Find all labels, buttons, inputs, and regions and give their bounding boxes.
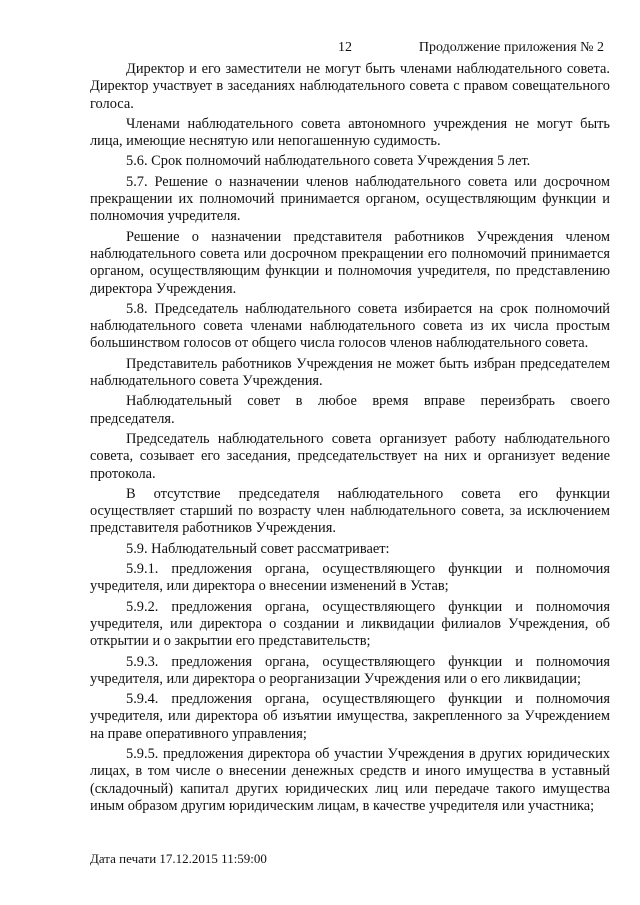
paragraph: Членами наблюдательного совета автономного учреждения не могут быть лица, имеющие неснятую или непогашенную судимость. bbox=[90, 115, 610, 150]
paragraph: Наблюдательный совет в любое время вправе переизбрать своего председателя. bbox=[90, 393, 610, 427]
paragraph: 5.9.5. предложения директора об участии Учреждения в других юридических лицах, в том числе о внесении денежных средств и иного имущества в уставный (складочный) капитал других юридических лиц или передаче такого имущества иным образом другим юридическим лицам, в качестве учредителя или участника; bbox=[90, 745, 610, 814]
paragraph: 5.9.4. предложения органа, осуществляющего функции и полномочия учредителя, или директора об изъятии имущества, закрепленного за Учреждением на праве оперативного управления; bbox=[90, 691, 610, 742]
paragraph: В отсутствие председателя наблюдательного совета его функции осуществляет старший по возрасту член наблюдательного совета, за исключением представителя работников Учреждения. bbox=[90, 485, 610, 537]
paragraph: Представитель работников Учреждения не может быть избран председателем наблюдательного совета Учреждения. bbox=[90, 355, 610, 390]
paragraph: Председатель наблюдательного совета организует работу наблюдательного совета, созывает его заседания, председательствует на них и организует ведение протокола. bbox=[90, 430, 610, 482]
paragraph: 5.9.2. предложения органа, осуществляющего функции и полномочия учредителя, или директора о создании и ликвидации филиалов Учреждения, об открытии и о закрытии его представительств; bbox=[90, 598, 610, 650]
paragraph: 5.9.3. предложения органа, осуществляющего функции и полномочия учредителя, или директора о реорганизации Учреждения или о его ликвидации; bbox=[90, 653, 610, 687]
continuation-header: Продолжение приложения № 2 bbox=[418, 40, 604, 55]
page-number: 12 bbox=[338, 40, 352, 55]
paragraph: 5.6. Срок полномочий наблюдательного совета Учреждения 5 лет. bbox=[126, 153, 531, 170]
paragraph: 5.9. Наблюдательный совет рассматривает: bbox=[126, 540, 390, 557]
paragraph: 5.8. Председатель наблюдательного совета избирается на срок полномочий наблюдательного совета членами наблюдательного совета из их числа простым большинством голосов от общего числа голосов членов наблюдательного совета. bbox=[90, 300, 610, 352]
paragraph: Директор и его заместители не могут быть членами наблюдательного совета. Директор участвует в заседаниях наблюдательного совета с правом совещательного голоса. bbox=[90, 61, 610, 112]
print-date: Дата печати 17.12.2015 11:59:00 bbox=[90, 851, 267, 866]
paragraph: Решение о назначении представителя работников Учреждения членом наблюдательного совета или досрочном прекращении его полномочий принимается органом, осуществляющим функции и полномочия учредителя, по представлению директора Учреждения. bbox=[90, 228, 610, 297]
paragraph: 5.9.1. предложения органа, осуществляющего функции и полномочия учредителя, или директора о внесении изменений в Устав; bbox=[90, 561, 610, 595]
body-text bbox=[90, 61, 610, 818]
paragraph: 5.7. Решение о назначении членов наблюдательного совета или досрочном прекращении их полномочий принимается органом, осуществляющим функции и полномочия учредителя. bbox=[90, 173, 610, 225]
